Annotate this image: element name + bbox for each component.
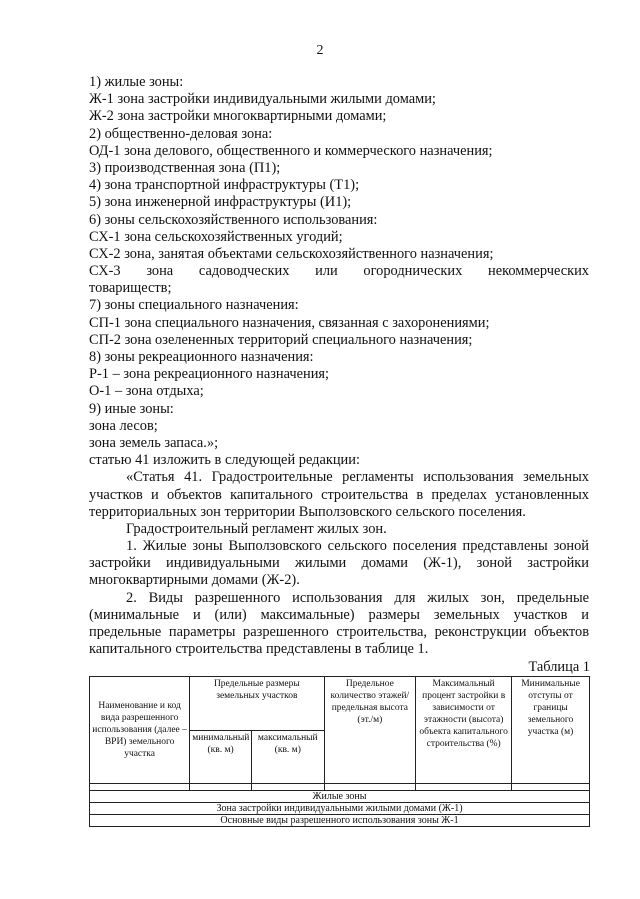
table-gap-row	[90, 784, 590, 791]
text-line: Р-1 – зона рекреационного назначения;	[89, 366, 330, 383]
text-line: СХ-3 зона садоводческих или огороднических некоммерческих	[89, 263, 589, 280]
text-line: 5) зона инженерной инфраструктуры (И1);	[89, 194, 352, 211]
text-line: 1) жилые зоны:	[89, 74, 184, 90]
zone-title-row: Зона застройки индивидуальными жилыми домами (Ж-1)	[90, 803, 590, 815]
table-row	[90, 815, 590, 827]
text-line: 2) общественно-деловая зона:	[89, 125, 273, 142]
text-line: СХ-2 зона, занятая объектами сельскохозяйственного назначения;	[89, 245, 494, 262]
text-line: 2. Виды разрешенного использования для жилых зон, предельные	[126, 589, 589, 606]
text-line: О-1 – зона отдыха;	[89, 383, 204, 400]
text-line: Ж-2 зона застройки многоквартирными домами;	[89, 108, 387, 125]
text-line: застройки индивидуальными жилыми домами (Ж-1), зоной застройки	[89, 555, 589, 572]
text-line: ОД-1 зона делового, общественного и коммерческого назначения;	[89, 142, 493, 159]
text-line: территориальных зон территории Выползовского сельского поселения.	[89, 503, 526, 520]
header-max-size: максимальный (кв. м)	[252, 730, 324, 784]
text-line: участков и объектов капитального строительства в пределах установленных	[89, 486, 589, 503]
text-line: 4) зона транспортной инфраструктуры (Т1);	[89, 177, 360, 194]
text-line: СП-2 зона озелененных территорий специального назначения;	[89, 331, 473, 348]
page-number: 2	[316, 43, 324, 58]
text-line: «Статья 41. Градостроительные регламенты использования земельных	[126, 469, 589, 486]
header-plot-sizes: Предельные размеры земельных участков	[190, 677, 324, 731]
text-line: СХ-1 зона сельскохозяйственных угодий;	[89, 228, 343, 245]
zone-group-row: Жилые зоны	[90, 791, 590, 803]
text-line: Ж-1 зона застройки индивидуальными жилыми домами;	[89, 91, 436, 108]
table-row	[90, 803, 590, 815]
header-min-size: минимальный (кв. м)	[190, 730, 252, 784]
header-vri-name: Наименование и код вида разрешенного использования (далее – ВРИ) земельного участка	[90, 677, 190, 784]
table-caption: Таблица 1	[528, 659, 590, 675]
text-line: зона лесов;	[89, 417, 158, 434]
text-line: 9) иные зоны:	[89, 400, 174, 417]
text-line: 7) зоны специального назначения:	[89, 297, 299, 314]
regulations-table	[89, 676, 590, 827]
text-line: статью 41 изложить в следующей редакции:	[89, 452, 360, 469]
header-floors: Предельное количество этажей/предельная высота (эт./м)	[324, 677, 416, 784]
text-line: 1. Жилые зоны Выползовского сельского поселения представлены зоной	[126, 538, 589, 555]
header-setbacks: Минимальные отступы от границы земельного участка (м)	[512, 677, 590, 784]
text-line: многоквартирными домами (Ж-2).	[89, 572, 300, 589]
text-line: товариществ;	[89, 280, 172, 297]
text-line: 6) зоны сельскохозяйственного использования:	[89, 211, 378, 228]
header-coverage: Максимальный процент застройки в зависимости от этажности (высота) объекта капитального строительства (%)	[416, 677, 512, 784]
table-header-row	[90, 677, 590, 731]
text-line: капитального строительства представлены в таблице 1.	[89, 641, 429, 658]
text-line: предельные параметры разрешенного строительства, реконструкции объектов	[89, 624, 589, 640]
text-line: 3) производственная зона (П1);	[89, 159, 281, 176]
text-line: зона земель запаса.»;	[89, 434, 219, 451]
text-line: Градостроительный регламент жилых зон.	[126, 520, 387, 537]
text-line: СП-1 зона специального назначения, связанная с захоронениями;	[89, 314, 490, 331]
table-row	[90, 791, 590, 803]
text-line: (минимальные и (или) максимальные) размеры земельных участков и	[89, 606, 589, 623]
document-body	[89, 74, 589, 658]
zone-subsection-row: Основные виды разрешенного использования зоны Ж-1	[90, 815, 590, 827]
text-line: 8) зоны рекреационного назначения:	[89, 349, 314, 365]
